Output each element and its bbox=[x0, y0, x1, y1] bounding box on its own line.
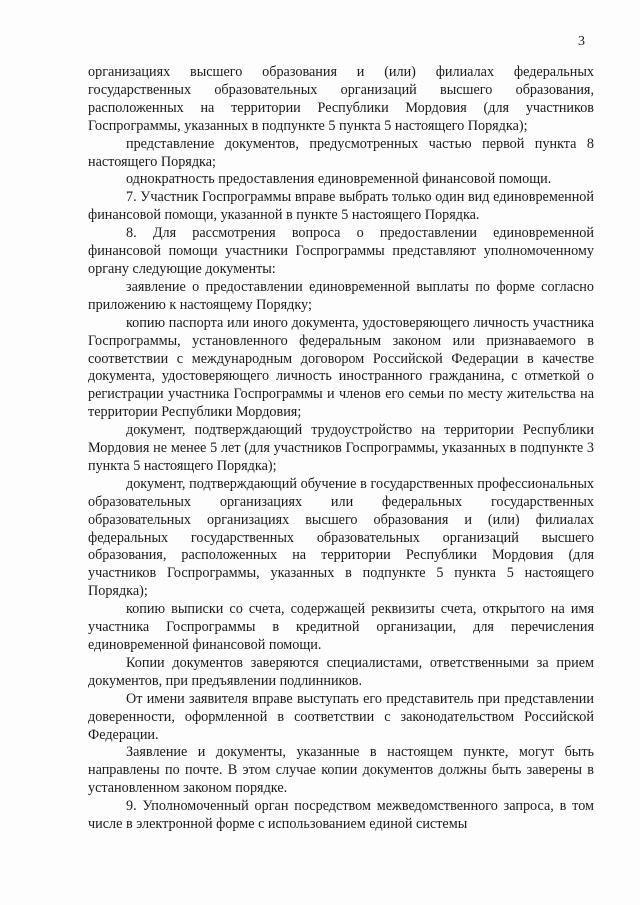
paragraph: однократность предоставления единовременной финансовой помощи. bbox=[126, 171, 552, 188]
paragraph: заявление о предоставлении единовременной выплаты по форме согласно приложению к настоящему Порядку; bbox=[88, 278, 594, 313]
paragraph: организациях высшего образования и (или) филиалах федеральных государственных образовательных организаций высшего образования, расположенных на территории Республики Мордовия (для участников Госпрограммы, указанных в подпункте 5 пункта 5 настоящего Порядка); bbox=[88, 64, 594, 134]
paragraph-item-9: 9. Уполномоченный орган посредством межведомственного запроса, в том числе в электронной форме с использованием единой системы bbox=[88, 798, 594, 833]
paragraph: Заявление и документы, указанные в настоящем пункте, могут быть направлены по почте. В этом случае копии документов должны быть заверены в установленном законом порядке. bbox=[88, 744, 594, 797]
paragraph: Копии документов заверяются специалистами, ответственными за прием документов, при предъявлении подлинников. bbox=[88, 654, 594, 689]
paragraph: От имени заявителя вправе выступать его представитель при представлении доверенности, оформленной в соответствии с законодательством Российской Федерации. bbox=[88, 690, 594, 743]
paragraph: копию паспорта или иного документа, удостоверяющего личность участника Госпрограммы, установленного федеральным законом или признаваемого в соответствии с международным договором Российской Федерации в качестве документа, удостоверяющего личность иностранного гражданина, с отметкой о регистрации участника Госпрограммы и членов его семьи по месту жительства на территории Республики Мордовия; bbox=[88, 314, 594, 421]
document-body bbox=[88, 64, 594, 834]
paragraph-item-7: 7. Участник Госпрограммы вправе выбрать только один вид единовременной финансовой помощи, указанной в пункте 5 настоящего Порядка. bbox=[88, 189, 594, 224]
paragraph: документ, подтверждающий трудоустройство на территории Республики Мордовия не менее 5 лет (для участников Госпрограммы, указанных в подпункте 3 пункта 5 настоящего Порядка); bbox=[88, 422, 594, 474]
paragraph: документ, подтверждающий обучение в государственных профессиональных образовательных организациях или федеральных государственных образовательных организациях высшего образования и (или) филиалах федеральных государственных образовательных организаций высшего образования, расположенных на территории Республики Мордовия (для участников Госпрограммы, указанных в подпункте 5 пункта 5 настоящего Порядка); bbox=[88, 475, 594, 600]
paragraph-item-8: 8. Для рассмотрения вопроса о предоставлении единовременной финансовой помощи участники Госпрограммы представляют уполномоченному органу следующие документы: bbox=[88, 225, 594, 277]
paragraph: представление документов, предусмотренных частью первой пункта 8 настоящего Порядка; bbox=[88, 135, 594, 170]
page-number: 3 bbox=[578, 34, 585, 49]
paragraph: копию выписки со счета, содержащей реквизиты счета, открытого на имя участника Госпрограммы в кредитной организации, для перечисления единовременной финансовой помощи. bbox=[88, 601, 594, 653]
